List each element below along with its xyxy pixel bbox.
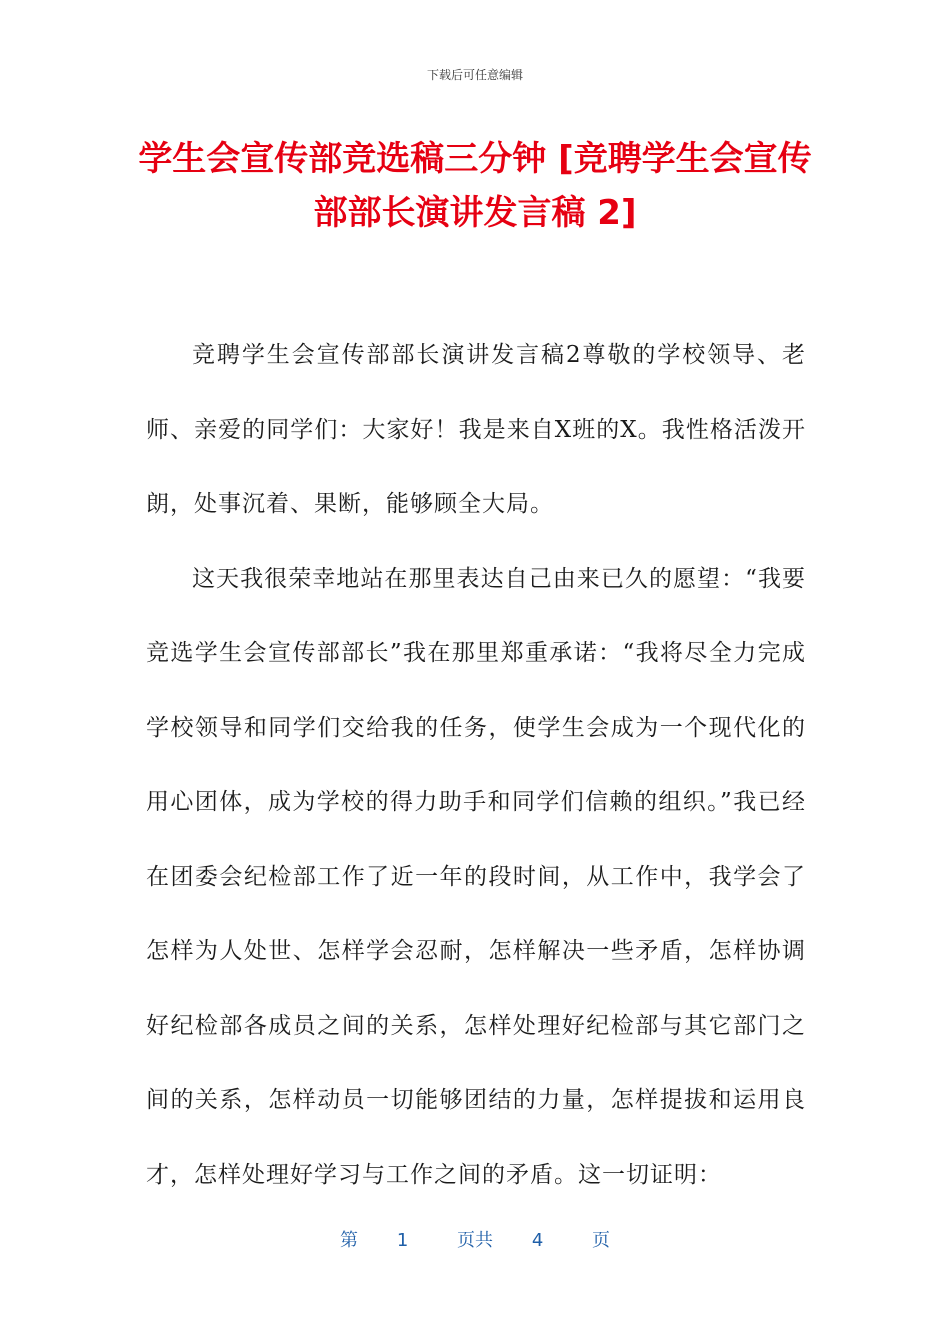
- page-footer: [0, 1226, 950, 1252]
- page-label-mid: 页共: [457, 1230, 493, 1251]
- document-title: 学生会宣传部竞选稿三分钟 [竞聘学生会宣传部部长演讲发言稿 2]: [138, 139, 812, 233]
- document-body: [146, 318, 806, 1212]
- current-page-number: 1: [396, 1230, 409, 1251]
- paragraph: 这天我很荣幸地站在那里表达自己由来已久的愿望：“我要竞选学生会宣传部部长”我在那里郑重承诺：“我将尽全力完成学校领导和同学们交给我的任务，使学生会成为一个现代化的用心团体，成为学校的得力助手和同学们信赖的组织。”我已经在团委会纪检部工作了近一年的段时间，从工作中，我学会了怎样为人处世、怎样学会忍耐，怎样解决一些矛盾，怎样协调好纪检部各成员之间的关系，怎样处理好纪检部与其它部门之间的关系，怎样动员一切能够团结的力量，怎样提拔和运用良才，怎样处理好学习与工作之间的矛盾。这一切证明：: [146, 565, 806, 1188]
- page-label-prefix: 第: [339, 1230, 358, 1251]
- paragraph: 竞聘学生会宣传部部长演讲发言稿2尊敬的学校领导、老师、亲爱的同学们：大家好！我是来自X班的X。我性格活泼开朗，处事沉着、果断，能够顾全大局。: [146, 342, 806, 517]
- header-note: 下载后可任意编辑: [426, 68, 523, 82]
- page-label-suffix: 页: [592, 1230, 611, 1251]
- total-pages-number: 4: [531, 1230, 544, 1251]
